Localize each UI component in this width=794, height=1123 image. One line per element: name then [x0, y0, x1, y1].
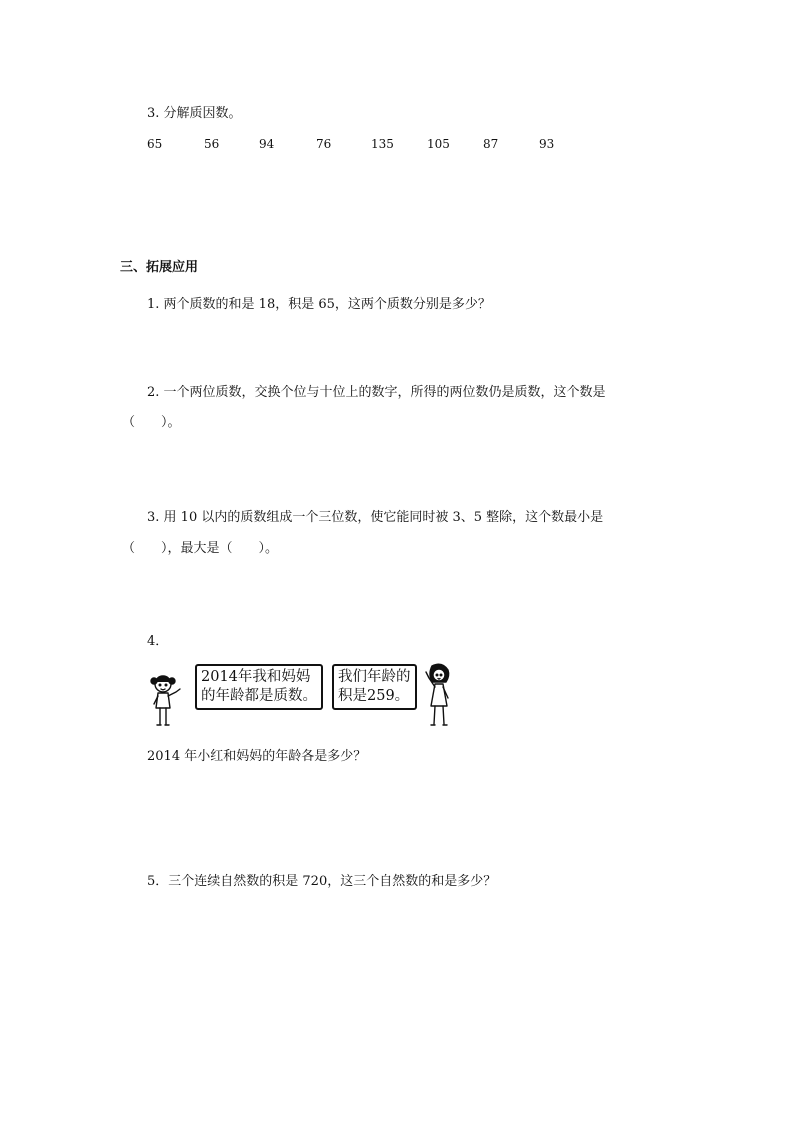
bubble-left-line-2: 的年龄都是质数。	[201, 688, 317, 704]
bubble-right-line-2: 积是259。	[338, 688, 410, 704]
number-item: 87	[483, 137, 499, 151]
question-5: 5．三个连续自然数的积是 720，这三个自然数的和是多少？	[147, 874, 497, 889]
number-item: 135	[371, 137, 394, 151]
question-1: 1. 两个质数的和是 18，积是 65，这两个质数分别是多少？	[147, 297, 491, 312]
question-4-text: 2014 年小红和妈妈的年龄各是多少？	[147, 749, 367, 764]
question-2-line-2: （ ）。	[122, 415, 181, 430]
section-heading: 三、拓展应用	[120, 260, 199, 275]
question-3-line-1: 3. 用 10 以内的质数组成一个三位数，使它能同时被 3、5 整除，这个数最小是	[147, 510, 604, 525]
number-item: 93	[539, 137, 555, 151]
bubble-left-line-1: 2014年我和妈妈	[201, 669, 311, 685]
number-item: 56	[204, 137, 220, 151]
mother-illustration	[418, 662, 458, 734]
question-3-title: 3. 分解质因数。	[147, 106, 242, 121]
number-item: 94	[259, 137, 275, 151]
speech-bubble-right	[332, 664, 417, 710]
number-item: 65	[147, 137, 163, 151]
number-item: 76	[316, 137, 332, 151]
question-4-label: 4．	[147, 634, 169, 649]
girl-illustration	[150, 672, 182, 734]
speech-bubble-left	[195, 664, 323, 710]
bubble-right-line-1: 我们年龄的	[338, 669, 411, 685]
number-item: 105	[427, 137, 450, 151]
question-2-line-1: 2. 一个两位质数，交换个位与十位上的数字，所得的两位数仍是质数，这个数是	[147, 385, 606, 400]
question-3-line-2: （ ），最大是（ ）。	[122, 541, 279, 556]
